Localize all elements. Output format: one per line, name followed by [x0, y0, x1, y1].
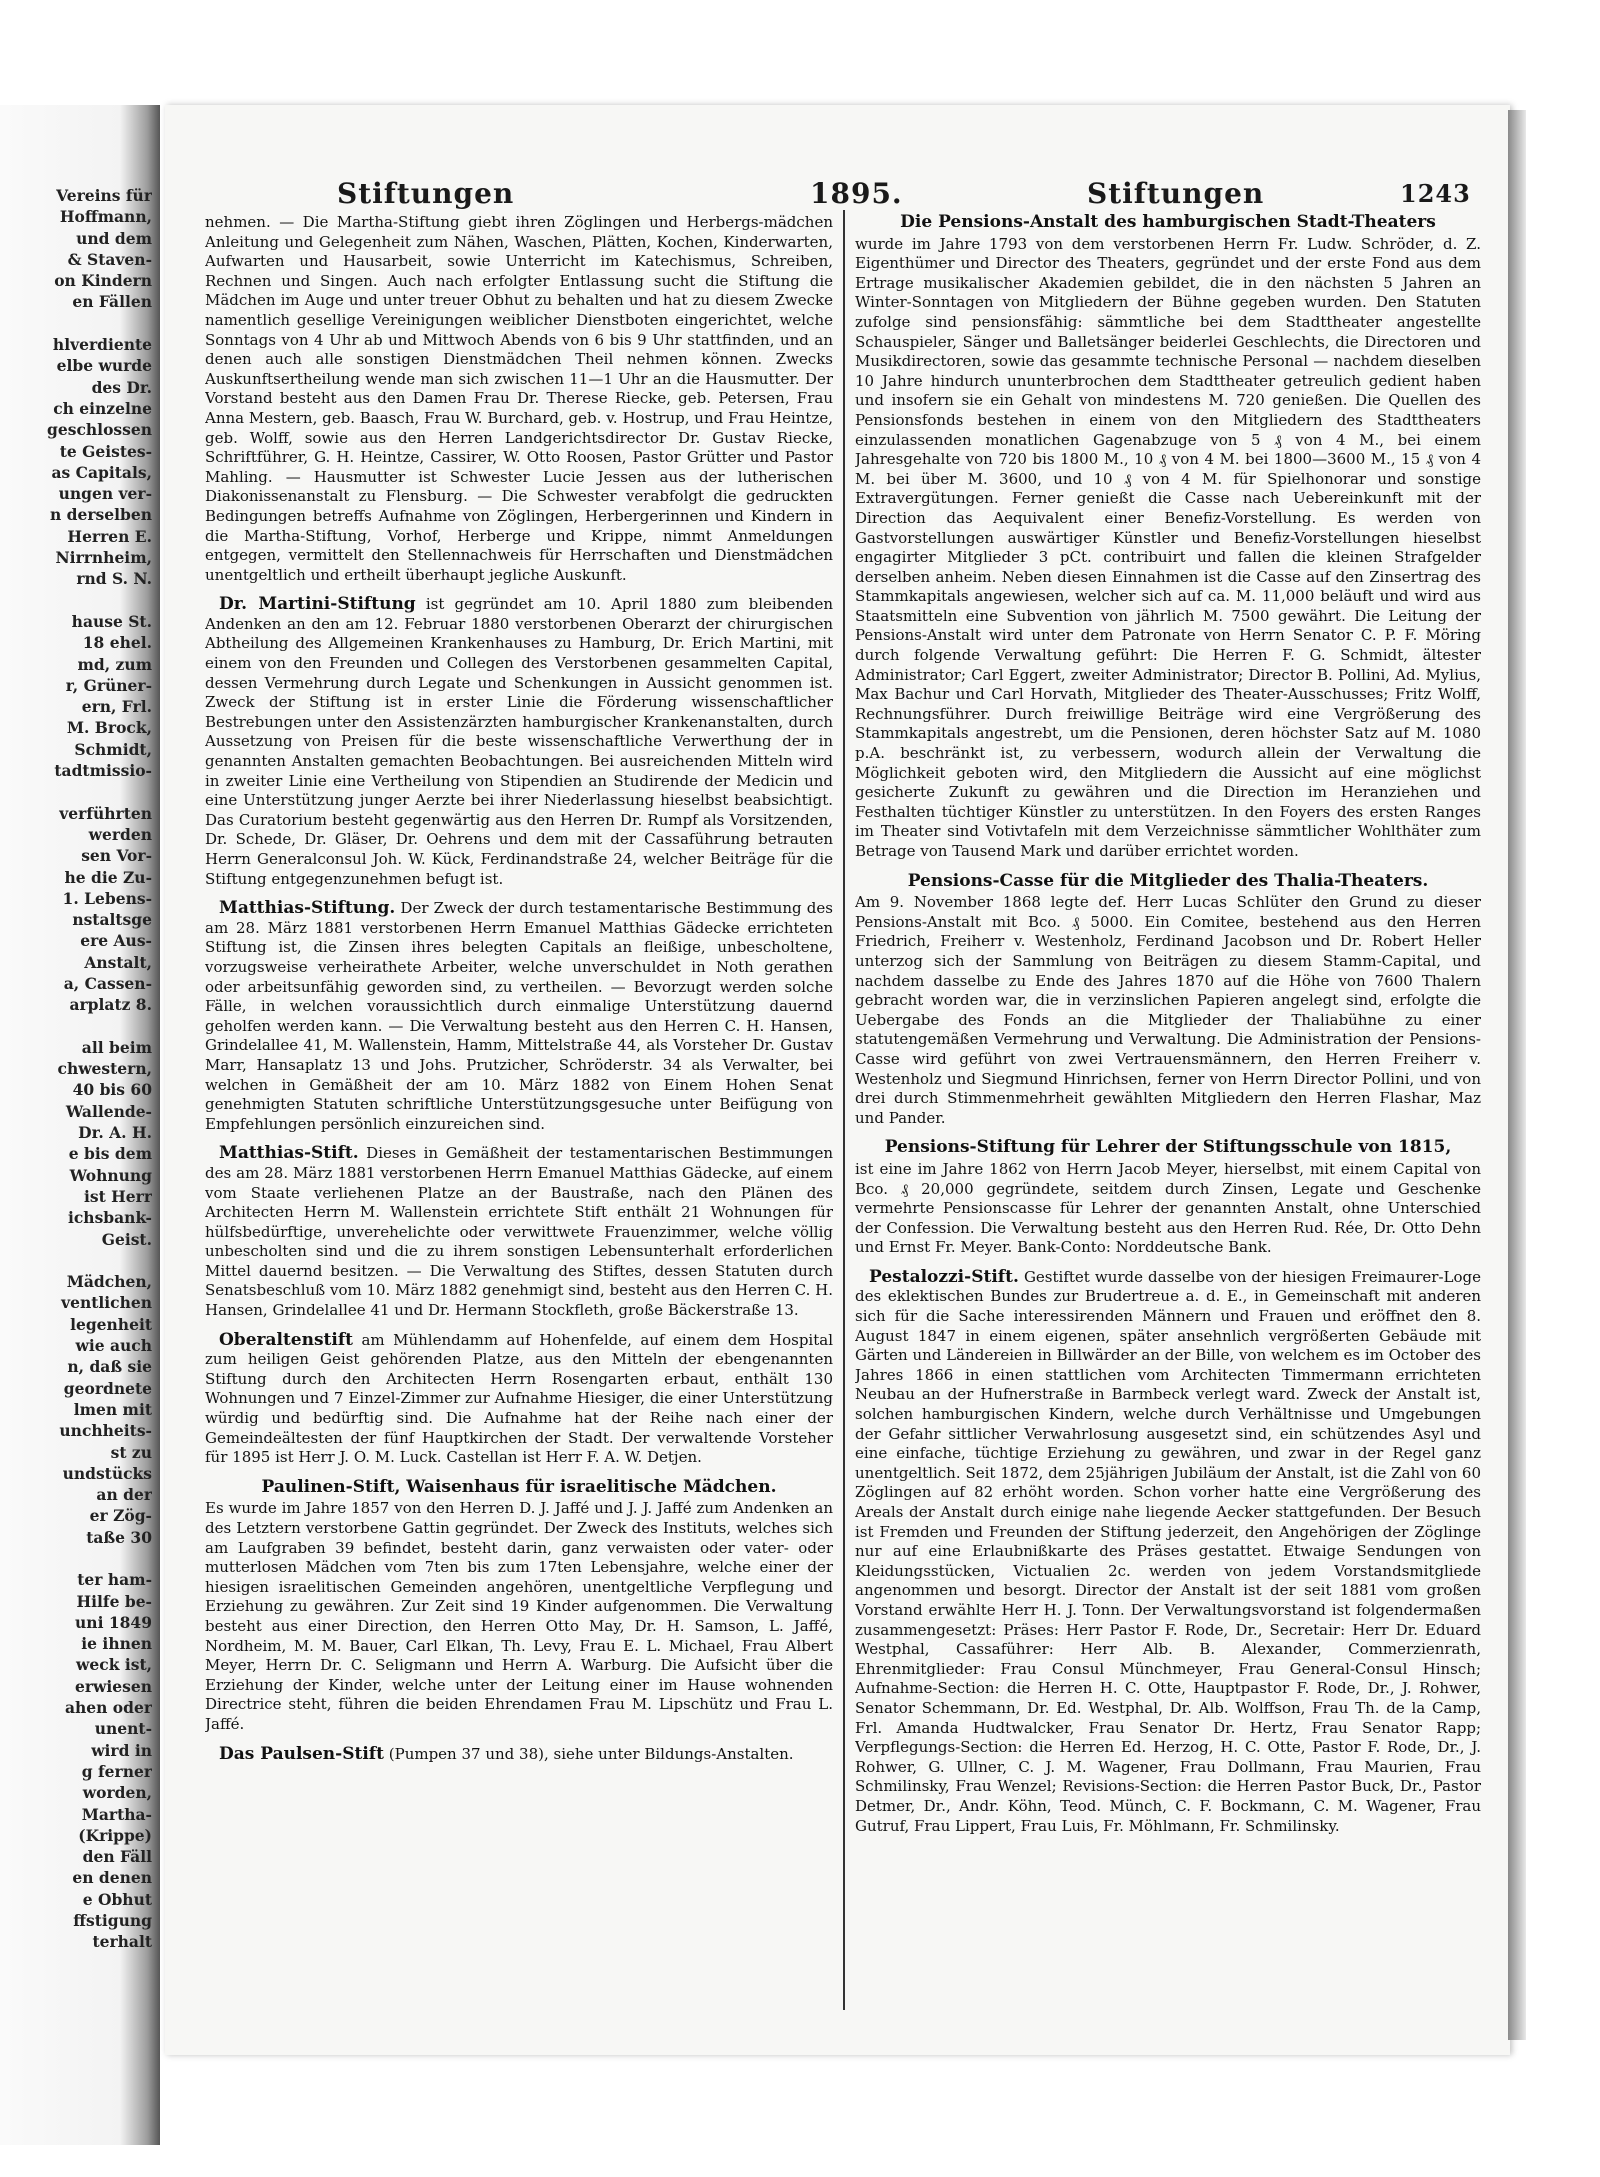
- prev-page-line: Anstalt,: [84, 952, 152, 972]
- prev-page-line: Hoffmann,: [59, 207, 152, 227]
- prev-page-line: arplatz 8.: [69, 995, 152, 1015]
- page-edge: [1508, 110, 1526, 2040]
- prev-page-line: Mädchen,: [66, 1272, 152, 1292]
- header-right-title: Stiftungen: [1087, 177, 1265, 210]
- prev-page-line: ahen oder: [64, 1698, 152, 1718]
- prev-page-line: Geist.: [101, 1229, 152, 1249]
- prev-page-line: n, daß sie: [67, 1357, 152, 1377]
- prev-page-line: verführten: [59, 803, 152, 823]
- prev-page-line: as Capitals,: [51, 462, 152, 482]
- prev-page-line: on Kindern: [54, 271, 152, 291]
- prev-page-line: en Fällen: [72, 292, 152, 312]
- entry-paragraph: [205, 595, 833, 889]
- prev-page-line: Schmidt,: [74, 739, 152, 759]
- entry-text: Der Zweck der durch testamentarische Bestimmung des am 28. März 1881 verstorbenen Herrn Emanuel Matthias Gädecke errichteten Stiftung ist, die Zinsen ihres belegten Capitals an fleißige, unbescholtene, vorzugsweise verheirathete Arbeiter, welche unverschuldet in Noth gerathen oder arbeitsunfähig geworden sind, zu vertheilen. — Bevorzugt werden solche Fälle, in welchen voraussichtlich durch einmalige Unterstützung dauernd geholfen werden kann. — Die Verwaltung besteht aus den Herren C. H. Hansen, Grindelallee 41, M. Wallenstein, Hamm, Mittelstraße 44, als Vorsteher Dr. Gustav Marr, Hansaplatz 13 und Johs. Prutzicher, Schröderstr. 34 als Verwalter, bei welchen in Gemäßheit der am 10. März 1882 von Einem Hohen Senat genehmigten Statuten schriftliche Unterstützungsgesuche unter Beifügung von Empfehlungen persönlich einzureichen sind.: [205, 899, 833, 1133]
- prev-page-line: des Dr.: [91, 377, 152, 397]
- prev-page-line: er Zög-: [89, 1506, 152, 1526]
- prev-page-line: wie auch: [75, 1336, 152, 1356]
- entry-paragraph: [205, 1144, 833, 1320]
- prev-page-line: unent-: [94, 1719, 152, 1739]
- prev-page-line: [2, 1250, 152, 1271]
- prev-page-line: ter ham-: [77, 1570, 152, 1590]
- entry-title: Pensions-Casse für die Mitglieder des Thalia-Theaters.: [907, 870, 1429, 891]
- header-left-title: Stiftungen: [337, 177, 515, 210]
- prev-page-line: M. Brock,: [66, 718, 152, 738]
- left-column: [205, 213, 833, 2023]
- entry-paragraph: [855, 1138, 1481, 1258]
- entry-paragraph: [855, 213, 1481, 862]
- entry-text: Gestiftet wurde dasselbe von der hiesigen Freimaurer-Loge des eklektischen Bundes zur Brudertreue a. d. E., in Gemeinschaft mit anderen sich für die Sache interessirenden Männern und Frauen und eröffnet den 8. August 1847 in einem eigenen, später ansehnlich vergrößerten Gebäude mit Gärten und Ländereien in Billwärder an der Bille, von welchem es im October des Jahres 1866 in einen stattlichen vom Architecten Timmermann errichteten Neubau an der Hufnerstraße in Barmbeck verlegt ward. Zweck der Anstalt ist, solchen hamburgischen Kindern, welche durch Verhältnisse und Umgebungen der Gefahr sittlicher Verwahrlosung ausgesetzt sind, ein schützendes Asyl und eine einfache, tüchtige Erziehung zu gewähren, und zwar in der Regel ganz unentgeltlich. Seit 1872, dem 25jährigen Jubiläum der Anstalt, ist die Zahl von 60 Zöglingen auf 82 erhöht worden. Schon vorher hatte eine Vergrößerung des Areals der Anstalt durch einige nahe liegende Aecker stattgefunden. Der Besuch ist Fremden und Freunden der Stiftung jederzeit, den Angehörigen der Zöglinge nur auf eine Erlaubnißkarte des Präses gestattet. Etwaige Sendungen von Kleidungsstücken, Victualien 2c. werden von jedem Vorstandsmitgliede angenommen und besorgt. Director der Anstalt ist der seit 1881 vom großen Vorstand erwählte Herr H. J. Tonn. Der Verwaltungsvorstand ist folgendermaßen zusammengesetzt: Präses: Herr Pastor F. Rode, Dr., Secretair: Herr Dr. Eduard Westphal, Cassaführer: Herr Alb. B. Alexander, Commerzienrath, Ehrenmitglieder: Frau Consul Münchmeyer, Frau General-Consul Hinsch; Aufnahme-Section: die Herren H. C. Otte, Hauptpastor F. Rode, Dr., J. Rohwer, Senator Schemmann, Dr. Ed. Westphal, Dr. Alb. Wolffson, Frau Th. de la Camp, Frl. Amanda Hudtwalcker, Frau Senator Dr. Hertz, Frau Senator Rapp; Verpflegungs-Section: die Herren Ed. Herzog, H. C. Otte, Pastor F. Rode, Dr., J. Rohwer, G. Ullner, C. J. M. Wagener, Frau Dollmann, Frau Maurien, Frau Schmilinsky, Frau Wenzel; Revisions-Section: die Herren Pastor Buck, Dr., Pastor Detmer, Dr., Andr. Köhn, Teod. Münch, C. F. Bockmann, C. M. Wagener, Frau Gutruf, Frau Lippert, Frau Luis, Fr. Möhlmann, Fr. Schmilinsky.: [855, 1267, 1481, 1835]
- prev-page-line: all beim: [81, 1037, 152, 1057]
- entry-text: nehmen. — Die Martha-Stiftung giebt ihren Zöglingen und Herbergs-mädchen Anleitung und Gelegenheit zum Nähen, Waschen, Plätten, Kochen, Kinderwarten, Aufwarten und Hausarbeit, sowie Unterricht im Katechismus, Schreiben, Rechnen und Singen. Auch nach erfolgter Entlassung sucht die Stiftung die Mädchen im Auge und unter treuer Obhut zu behalten und hat zu diesem Zwecke namentlich gesellige Vereinigungen weiblicher Dienstboten eingerichtet, welche Sonntags von 4 Uhr ab und Mittwoch Abends von 6 bis 9 Uhr stattfinden, und an denen auch alle sonstigen Dienstmädchen Theil nehmen können. Zwecks Auskunftsertheilung wende man sich zwischen 11—1 Uhr an die Hausmutter. Der Vorstand besteht aus den Damen Frau Dr. Therese Riecke, geb. Petersen, Frau Anna Mestern, geb. Baasch, Frau W. Burchard, geb. v. Hostrup, und Frau Heintze, geb. Wolff, sowie aus den Herren Landgerichtsdirector Dr. Gustav Riecke, Schriftführer, G. H. Heintze, Cassirer, W. Otto Roosen, Pastor Grütter und Pastor Mahling. — Hausmutter ist Schwester Lucie Jessen aus der lutherischen Diakonissenanstalt zu Flensburg. — Die Schwester verabfolgt die gedruckten Bedingungen betreffs Aufnahme von Zöglingen, Herbergerinnen und Kindern in die Martha-Stiftung, Vorhof, Herberge und Krippe, nimmt Anmeldungen entgegen, vermittelt den Stellennachweis für Herrschaften und Dienstmädchen unentgeltlich und ertheilt überhaupt jegliche Auskunft.: [205, 213, 833, 584]
- prev-page-line: 18 ehel.: [82, 633, 152, 653]
- prev-page-line: geschlossen: [47, 420, 152, 440]
- column-divider: [843, 210, 845, 2010]
- prev-page-line: an der: [96, 1485, 152, 1505]
- prev-page-line: [2, 1016, 152, 1037]
- prev-page-line: ist Herr: [83, 1186, 152, 1206]
- prev-page-line: unchheits-: [59, 1421, 152, 1441]
- entry-text: Am 9. November 1868 legte def. Herr Lucas Schlüter den Grund zu dieser Pensions-Anstalt mit Bco. ₰ 5000. Ein Comitee, bestehend aus den Herren Friedrich, Freiherr v. Westenholz, Ferdinand Jacobson und Dr. Robert Heller unterzog sich der Sammlung von Beiträgen zu diesem Stamm-Capital, und nachdem dasselbe zu Ende des Jahres 1870 auf die Höhe von 7600 Thalern gebracht worden war, die in verzinslichen Papieren angelegt sind, erfolgte die Uebergabe des Fonds an die Mitglieder der Thaliabühne zu einer statutengemäßen Vermehrung und Verwaltung. Die Administration der Pensions-Casse wird geführt von zwei Vertrauensmännern, den Herren Freiherr v. Westenholz und Siegmund Hinrichsen, ferner von Herrn Director Pollini, und von drei durch Stimmenmehrheit gewählten Mitgliedern den Herren Flashar, Maz und Pander.: [855, 893, 1481, 1127]
- entry-paragraph: [855, 872, 1481, 1129]
- prev-page-line: nstaltsge: [72, 910, 152, 930]
- prev-page-line: terhalt: [92, 1932, 152, 1952]
- prev-page-line: he die Zu-: [64, 867, 152, 887]
- prev-page-line: n derselben: [50, 505, 152, 525]
- prev-page-line: lmen mit: [73, 1399, 152, 1419]
- entry-paragraph: [205, 1745, 833, 1765]
- prev-page-line: weck ist,: [76, 1655, 152, 1675]
- entry-title: Pestalozzi-Stift.: [869, 1266, 1019, 1287]
- prev-page-line: st zu: [110, 1442, 152, 1462]
- prev-page-line: ere Aus-: [80, 931, 152, 951]
- prev-page-line: hause St.: [71, 611, 152, 631]
- prev-page-line: te Geistes-: [59, 441, 152, 461]
- entry-title: Pensions-Stiftung für Lehrer der Stiftungsschule von 1815,: [884, 1137, 1452, 1158]
- prev-page-line: tadtmissio-: [54, 761, 152, 781]
- prev-page-line: geordnete: [63, 1378, 152, 1398]
- entry-text: wurde im Jahre 1793 von dem verstorbenen Herrn Fr. Ludw. Schröder, d. Z. Eigenthümer und Director des Theaters, gegründet und der erste Fond aus dem Ertrage musikalischer Akademien gebildet, die in den nächsten 5 Jahren an Winter-Sonntagen von Mitgliedern der Bühne gegeben wurden. Den Statuten zufolge sind pensionsfähig: sämmtliche bei dem Stadttheater angestellte Schauspieler, Sänger und Balletsänger beiderlei Geschlechts, die Directoren und Musikdirectoren, sowie das gesammte technische Personal — nachdem dieselben 10 Jahre hindurch ununterbrochen dem Stadttheater getreulich gedient haben und insofern sie ein Gehalt von mindestens M. 720 genießen. Die Quellen des Pensionsfonds bestehen in einem von den Mitgliedern des Stadttheaters einzulassenden monatlichen Gagenabzuge von 5 ₰ von 4 M., bei einem Jahresgehalte von 720 bis 1800 M., 10 ₰ von 4 M. bei 1800—3600 M., 15 ₰ von 4 M. bei über M. 3600, und 10 ₰ von 4 M. für Spielhonorar und sonstige Extravergütungen. Ferner genießt die Casse nach Uebereinkunft mit der Direction das Aequivalent einer Benefiz-Vorstellung. Es werden von Gastvorstellungen auswärtiger Künstler und Benefiz-Vorstellungen hieselbst engagirter Mitglieder 3 pCt. contribuirt und fallen die kleinen Strafgelder derselben anheim. Neben diesen Einnahmen ist die Casse auf den Zinsertrag des Stammkapitals angewiesen, welcher sich auf ca. M. 11,000 beläuft und wird aus Staatsmitteln eine Subvention von jährlich M. 7500 gewährt. Die Leitung der Pensions-Anstalt wird unter dem Patronate von Herrn Senator C. P. F. Möring durch folgende Verwaltung geführt: Die Herren F. G. Schmidt, ältester Administrator; Carl Eggert, zweiter Administrator; Director B. Pollini, Ad. Mylius, Max Bachur und Carl Horvath, Mitglieder des Theater-Ausschusses; Fritz Wolff, Rechnungsführer. Durch freiwillige Beiträge wird eine Vergrößerung des Stammkapitals angestrebt, um die Pensionen, deren höchster Satz auf M. 1080 p.A. beschränkt ist, zu verbessern, wodurch allein der Verwaltung die Möglichkeit geboten wird, den Mitgliedern die Aussicht auf eine möglichst gesicherte Zukunft zu gewähren und die Direction im Heranziehen und Festhalten tüchtiger Künstler zu unterstützen. In den Foyers des ersten Ranges im Theater sind Votivtafeln mit dem Verzeichnisse sämmtlicher Wohlthäter zum Betrage von Tausend Mark und darüber errichtet worden.: [855, 234, 1481, 860]
- prev-page-line: Dr. A. H.: [78, 1123, 152, 1143]
- prev-page-line: Herren E.: [67, 526, 152, 546]
- entry-paragraph: [855, 1268, 1481, 1836]
- prev-page-line: [2, 781, 152, 802]
- prev-page-line: erwiesen: [75, 1676, 152, 1696]
- prev-page-line: undstücks: [62, 1463, 152, 1483]
- prev-page-line: ie ihnen: [81, 1634, 152, 1654]
- prev-page-line: Hilfe be-: [76, 1591, 152, 1611]
- previous-page-fragments: [2, 185, 152, 1985]
- right-column: [855, 213, 1481, 2023]
- prev-page-line: legenheit: [70, 1314, 152, 1334]
- prev-page-line: [2, 313, 152, 334]
- entry-title: Die Pensions-Anstalt des hamburgischen Stadt-Theaters: [900, 213, 1436, 232]
- header-year: 1895.: [810, 177, 903, 210]
- prev-page-line: [2, 1548, 152, 1569]
- prev-page-line: rnd S. N.: [76, 569, 152, 589]
- prev-page-line: Vereins für: [56, 186, 152, 205]
- prev-page-line: Nirrnheim,: [55, 548, 152, 568]
- prev-page-line: 1. Lebens-: [62, 888, 152, 908]
- entry-paragraph: [205, 899, 833, 1134]
- entry-title: Oberaltenstift: [219, 1329, 354, 1350]
- entry-text: ist eine im Jahre 1862 von Herrn Jacob Meyer, hierselbst, mit einem Capital von Bco. ₰ 20,000 gegründete, seitdem durch Zinsen, Legate und Geschenke vermehrte Pensionscasse für Lehrer der genannten Anstalt, ohne Unterschied der Confession. Die Verwaltung besteht aus den Herren Rud. Rée, Dr. Otto Dehn und Ernst Fr. Meyer. Bank-Conto: Norddeutsche Bank.: [855, 1159, 1481, 1257]
- entry-title: Das Paulsen-Stift: [219, 1743, 384, 1764]
- prev-page-line: Wallende-: [65, 1101, 152, 1121]
- prev-page-line: e bis dem: [68, 1144, 152, 1164]
- prev-page-line: g ferner: [81, 1761, 152, 1781]
- prev-page-line: elbe wurde: [56, 356, 152, 376]
- entry-title: Matthias-Stift.: [219, 1143, 359, 1164]
- prev-page-line: hlverdiente: [52, 335, 152, 355]
- prev-page-line: Martha-: [81, 1804, 152, 1824]
- entry-text: (Pumpen 37 und 38), siehe unter Bildungs-Anstalten.: [388, 1744, 794, 1763]
- scanned-page: [165, 105, 1510, 2055]
- prev-page-line: worden,: [82, 1783, 152, 1803]
- prev-page-line: taße 30: [86, 1527, 152, 1547]
- prev-page-line: r, Grüner-: [65, 675, 152, 695]
- entry-text: Es wurde im Jahre 1857 von den Herren D. J. Jaffé und J. J. Jaffé zum Andenken an des Letztern verstorbene Gattin gegründet. Der Zweck des Instituts, welches sich am Laufgraben 39 befindet, besteht darin, ganz verwaisten oder vater- oder mutterlosen Mädchen vom 7ten bis zum 17ten Lebensjahre, welche einer der hiesigen israelitischen Gemeinden angehören, unentgeltliche Verpflegung und Erziehung zu gewähren. Zur Zeit sind 19 Kinder aufgenommen. Die Verwaltung besteht aus einer Direction, den Herren Otto May, Dr. H. Samson, L. Jaffé, Nordheim, M. M. Bauer, Carl Elkan, Th. Levy, Frau E. L. Michael, Frau Albert Meyer, Herrn Dr. C. Seligmann und Herrn A. Warburg. Die Aufsicht über die Erziehung der Kinder, welche unter der Leitung einer im Hause wohnenden Directrice steht, führen die beiden Ehrendamen Frau M. Lipschütz und Frau L. Jaffé.: [205, 1499, 833, 1733]
- entry-title: Matthias-Stiftung.: [219, 898, 396, 919]
- prev-page-line: Wohnung: [69, 1165, 152, 1185]
- prev-page-line: und dem: [76, 228, 152, 248]
- prev-page-line: a, Cassen-: [63, 973, 152, 993]
- entry-paragraph: [205, 213, 833, 585]
- prev-page-line: ern, Frl.: [81, 697, 152, 717]
- prev-page-line: md, zum: [77, 654, 152, 674]
- prev-page-line: en denen: [72, 1868, 152, 1888]
- prev-page-line: ungen ver-: [58, 484, 152, 504]
- prev-page-line: den Fäll: [82, 1847, 152, 1867]
- entry-text: Dieses in Gemäßheit der testamentarischen Bestimmungen des am 28. März 1881 verstorbenen Herrn Emanuel Matthias Gädecke, auf einem vom Staate verliehenen Platze an der Baustraße, nach den Plänen des Architecten Herrn M. Wallenstein errichtete Stift enthält 21 Wohnungen für hülfsbedürftige, unverehelichte oder verwittwete Frauenzimmer, welche völlig unbescholten sind und die zu ihrem sonstigen Lebensunterhalt erforderlichen Mittel dauernd besitzen. — Die Verwaltung des Stiftes, dessen Statuten durch Senatsbeschluß vom 10. März 1882 genehmigt sind, besteht aus den Herren C. H. Hansen, Grindelallee 41 und Dr. Hermann Stockfleth, große Bäckerstraße 13.: [205, 1144, 833, 1320]
- prev-page-line: wird in: [91, 1740, 152, 1760]
- prev-page-line: [2, 590, 152, 611]
- entry-paragraph: [205, 1331, 833, 1468]
- prev-page-line: chwestern,: [57, 1059, 152, 1079]
- page-header: [165, 177, 1510, 217]
- prev-page-line: werden: [88, 824, 152, 844]
- prev-page-line: ffstigung: [73, 1911, 152, 1931]
- entry-title: Dr. Martini-Stiftung: [219, 594, 416, 615]
- page-number: 1243: [1400, 179, 1471, 208]
- prev-page-line: sen Vor-: [81, 846, 152, 866]
- entry-text: am Mühlendamm auf Hohenfelde, auf einem dem Hospital zum heiligen Geist gehörenden Platze, aus den Mitteln der ebengenannten Stiftung durch den Architecten Herrn Rosengarten erbaut, enthält 130 Wohnungen und 7 Einzel-Zimmer zur Aufnahme Hiesiger, die einer Unterstützung würdig und bedürftig sind. Die Aufnahme hat der Reihe nach einer der Gemeindeältesten der fünf Hauptkirchen der Stadt. Der verwaltende Vorsteher für 1895 ist Herr J. O. M. Luck. Castellan ist Herr F. A. W. Detjen.: [205, 1330, 833, 1467]
- entry-text: ist gegründet am 10. April 1880 zum bleibenden Andenken an den am 12. Februar 1880 verstorbenen Oberarzt der chirurgischen Abtheilung des Allgemeinen Krankenhauses zu Hamburg, Dr. Erich Martini, mit einem von den Freunden und Collegen des Verstorbenen gesammelten Capital, dessen Vermehrung durch Legate und Schenkungen in Aussicht genommen ist. Zweck der Stiftung ist in erster Linie die Förderung wissenschaftlicher Bestrebungen unter den Assistenzärzten hamburgischer Krankenanstalten, durch Aussetzung von Preisen für die beste wissenschaftliche Verwerthung der in genannten Anstalten gemachten Beobachtungen. Bei ausreichenden Mitteln wird in zweiter Linie eine Vertheilung von Stipendien an Studirende der Medicin und eine Unterstützung junger Aerzte bei ihrer Niederlassung hieselbst beabsichtigt. Das Curatorium besteht gegenwärtig aus den Herren Dr. Rumpf als Vorsitzenden, Dr. Schede, Dr. Gläser, Dr. Oehrens und dem mit der Cassaführung betrauten Herrn Generalconsul Joh. W. Kück, Ferdinandstraße 24, welcher Beiträge für die Stiftung entgegenzunehmen befugt ist.: [205, 595, 833, 888]
- prev-page-line: uni 1849: [75, 1612, 152, 1632]
- prev-page-line: e Obhut: [82, 1889, 152, 1909]
- prev-page-line: ichsbank-: [67, 1208, 152, 1228]
- prev-page-line: ventlichen: [61, 1293, 152, 1313]
- entry-title: Paulinen-Stift, Waisenhaus für israelitische Mädchen.: [261, 1476, 777, 1497]
- prev-page-line: & Staven-: [67, 249, 152, 269]
- prev-page-line: 40 bis 60: [72, 1080, 152, 1100]
- prev-page-line: ch einzelne: [53, 398, 152, 418]
- prev-page-line: (Krippe): [78, 1825, 152, 1845]
- entry-paragraph: [205, 1478, 833, 1735]
